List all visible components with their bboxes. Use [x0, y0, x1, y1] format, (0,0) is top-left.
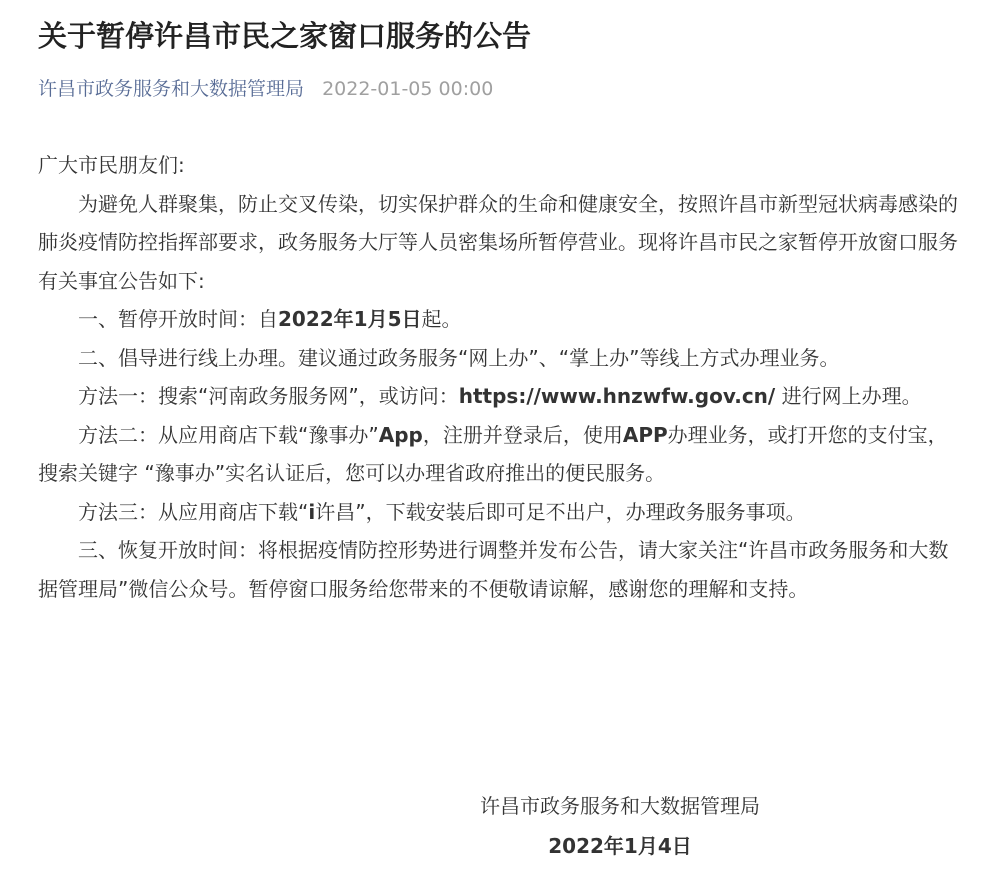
- item-1-prefix: 一、暂停开放时间：自: [78, 307, 278, 331]
- item-1-suffix: 起。: [421, 307, 462, 331]
- item-3-paragraph: 三、恢复开放时间：将根据疫情防控形势进行调整并发布公告，请大家关注“许昌市政务服务和大数据管理局”微信公众号。暂停窗口服务给您带来的不便敬请谅解，感谢您的理解和支持。: [38, 538, 949, 601]
- signature-date: 2022年1月4日: [548, 834, 692, 858]
- method-3-paragraph: [38, 493, 962, 532]
- publish-time: 2022-01-05 00:00: [322, 78, 494, 100]
- method-2-part-2: ，注册并登录后，使用: [422, 422, 623, 447]
- method-3-prefix: 方法三：从应用商店下载“: [78, 499, 309, 524]
- signature-block: [420, 786, 820, 866]
- item-1-date: 2022年1月5日: [278, 307, 422, 331]
- signature-org: 许昌市政务服务和大数据管理局: [480, 794, 760, 818]
- method-1-prefix: 方法一：搜索“河南政务服务网”，或访问：: [78, 384, 459, 408]
- article-title: 关于暂停许昌市民之家窗口服务的公告: [38, 19, 532, 53]
- article-meta: [38, 76, 493, 102]
- method-2-app: App: [378, 422, 423, 447]
- greeting: 广大市民朋友们:: [38, 153, 185, 177]
- method-1-paragraph: [38, 377, 962, 416]
- method-2-app-caps: APP: [622, 422, 668, 447]
- method-3-suffix: 许昌”，下载安装后即可足不出户，办理政务服务事项。: [315, 499, 806, 524]
- method-2-part-3: 办理业务，或打开您的支付宝，搜索关键字 “豫事办”实名认证后，您可以办理省政府推出的便民服务。: [38, 422, 948, 485]
- method-1-suffix: 进行网上办理。: [775, 384, 922, 408]
- method-3-app: i: [308, 499, 316, 524]
- publisher-link[interactable]: 许昌市政务服务和大数据管理局: [38, 78, 305, 100]
- intro-paragraph: 为避免人群聚集，防止交叉传染，切实保护群众的生命和健康安全，按照许昌市新型冠状病毒感染的肺炎疫情防控指挥部要求，政务服务大厅等人员密集场所暂停营业。现将许昌市民之家暂停开放窗口服务有关事宜公告如下:: [38, 191, 958, 293]
- article-body: [38, 146, 962, 608]
- method-2-part-1: 方法二：从应用商店下载“豫事办”: [78, 422, 379, 447]
- method-1-url: https://www.hnzwfw.gov.cn/: [458, 384, 776, 408]
- method-2-paragraph: [38, 416, 962, 493]
- item-2-paragraph: 二、倡导进行线上办理。建议通过政务服务“网上办”、“掌上办”等线上方式办理业务。: [78, 345, 840, 370]
- item-1-paragraph: [38, 300, 962, 339]
